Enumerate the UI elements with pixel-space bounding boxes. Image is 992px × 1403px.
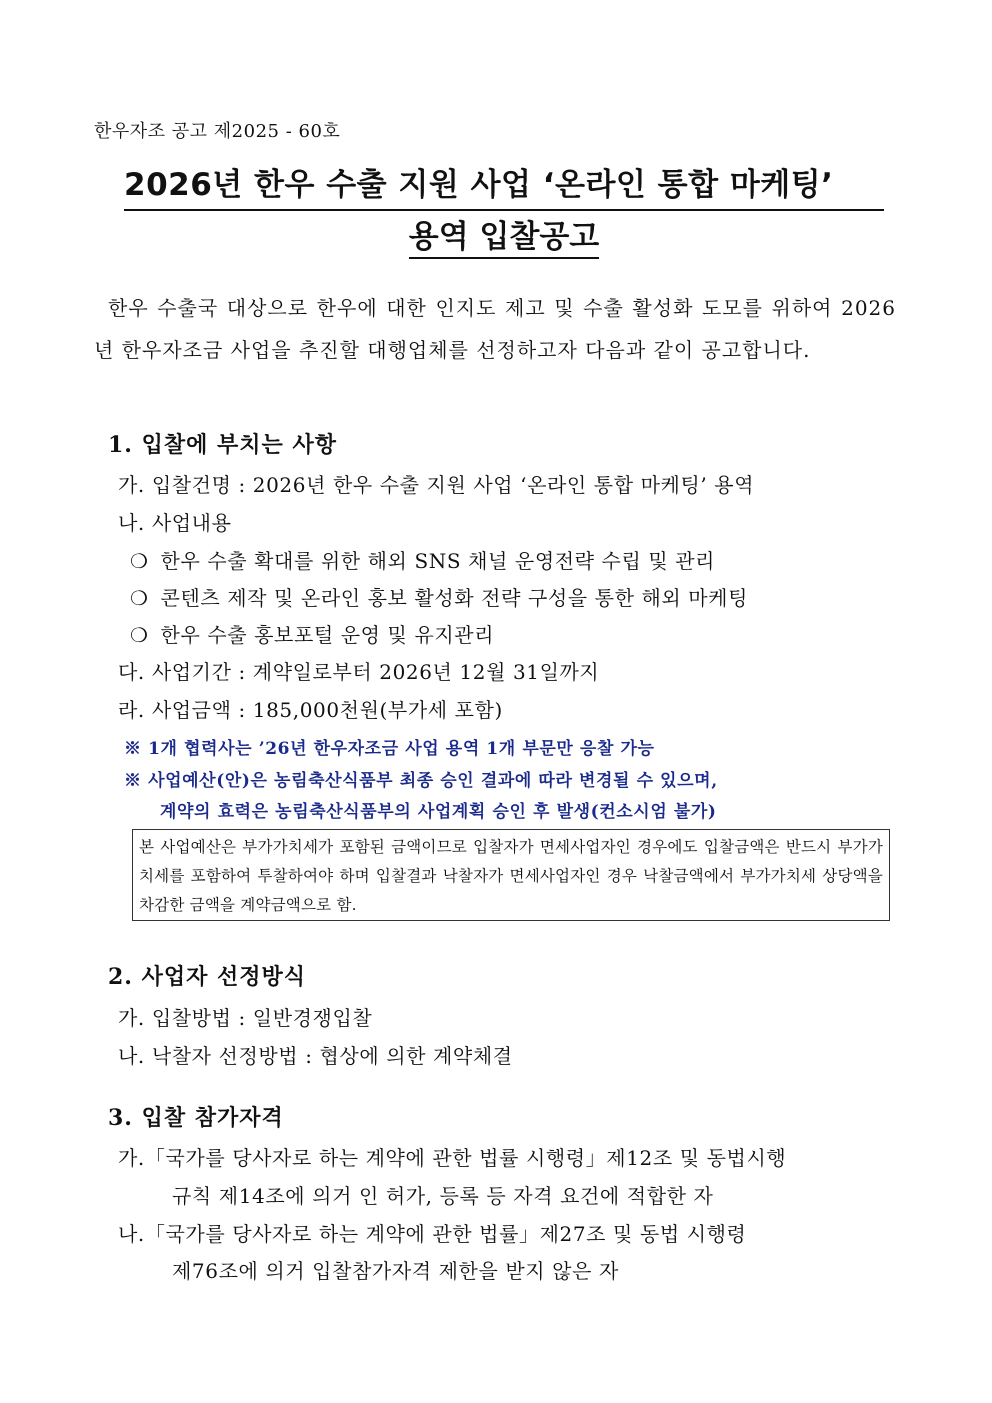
section-1-heading: 1. 입찰에 부치는 사항 (108, 432, 337, 458)
section-1-item-da: 다. 사업기간 : 계약일로부터 2026년 12월 31일까지 (118, 660, 600, 684)
section-3-item-na-line-1: 나.「국가를 당사자로 하는 계약에 관한 법률」제27조 및 동법 시행령 (118, 1222, 747, 1246)
bullet-text: 콘텐츠 제작 및 온라인 홍보 활성화 전략 구성을 통한 해외 마케팅 (160, 586, 749, 610)
section-2-item-na: 나. 낙찰자 선정방법 : 협상에 의한 계약체결 (118, 1044, 513, 1068)
circle-bullet-icon: ❍ (130, 586, 149, 610)
bullet-text: 한우 수출 홍보포털 운영 및 유지관리 (160, 623, 495, 647)
title-line-2-text: 용역 입찰공고 (409, 219, 599, 259)
circle-bullet-icon: ❍ (130, 549, 149, 573)
section-3-heading: 3. 입찰 참가자격 (108, 1105, 284, 1131)
section-2-heading: 2. 사업자 선정방식 (108, 964, 307, 990)
title-line-1: 2026년 한우 수출 지원 사업 ‘온라인 통합 마케팅’ (124, 163, 884, 211)
list-item (130, 545, 715, 574)
section-1-item-ra: 라. 사업금액 : 185,000천원(부가세 포함) (118, 698, 503, 722)
section-2-item-ga: 가. 입찰방법 : 일반경쟁입찰 (118, 1006, 373, 1030)
list-item (130, 619, 494, 648)
bullet-text: 한우 수출 확대를 위한 해외 SNS 채널 운영전략 수립 및 관리 (160, 549, 716, 573)
section-1-item-na: 나. 사업내용 (118, 511, 232, 535)
title (124, 163, 884, 259)
section-3-item-na-line-2: 제76조에 의거 입찰참가자격 제한을 받지 않은 자 (172, 1259, 619, 1283)
section-3-item-ga-line-1: 가.「국가를 당사자로 하는 계약에 관한 법률 시행령」제12조 및 동법시행 (118, 1146, 787, 1170)
section-1-item-ga: 가. 입찰건명 : 2026년 한우 수출 지원 사업 ‘온라인 통합 마케팅’ 용역 (118, 473, 755, 497)
intro-paragraph: 한우 수출국 대상으로 한우에 대한 인지도 제고 및 수출 활성화 도모를 위하여 2026년 한우자조금 사업을 추진할 대행업체를 선정하고자 다음과 같이 공고합니다. (94, 296, 896, 362)
note-2-line-2: 계약의 효력은 농림축산식품부의 사업계획 승인 후 발생(컨소시엄 불가) (160, 802, 717, 822)
note-2-line-1: ※ 사업예산(안)은 농림축산식품부 최종 승인 결과에 따라 변경될 수 있으며, (124, 771, 718, 791)
vat-notice-box: 본 사업예산은 부가가치세가 포함된 금액이므로 입찰자가 면세사업자인 경우에도 입찰금액은 반드시 부가가치세를 포함하여 투찰하여야 하며 입찰결과 낙찰자가 면세사업자인 경우 낙찰금액에서 부가가치세 상당액을 차감한 금액을 계약금액으로 함. (132, 829, 890, 921)
section-3-item-ga-line-2: 규칙 제14조에 의거 인 허가, 등록 등 자격 요건에 적합한 자 (172, 1184, 714, 1208)
note-1: ※ 1개 협력사는 ’26년 한우자조금 사업 용역 1개 부문만 응찰 가능 (124, 739, 655, 759)
list-item (130, 582, 748, 611)
circle-bullet-icon: ❍ (130, 623, 149, 647)
title-line-2 (124, 215, 884, 259)
notice-number: 한우자조 공고 제2025 - 60호 (94, 121, 341, 142)
